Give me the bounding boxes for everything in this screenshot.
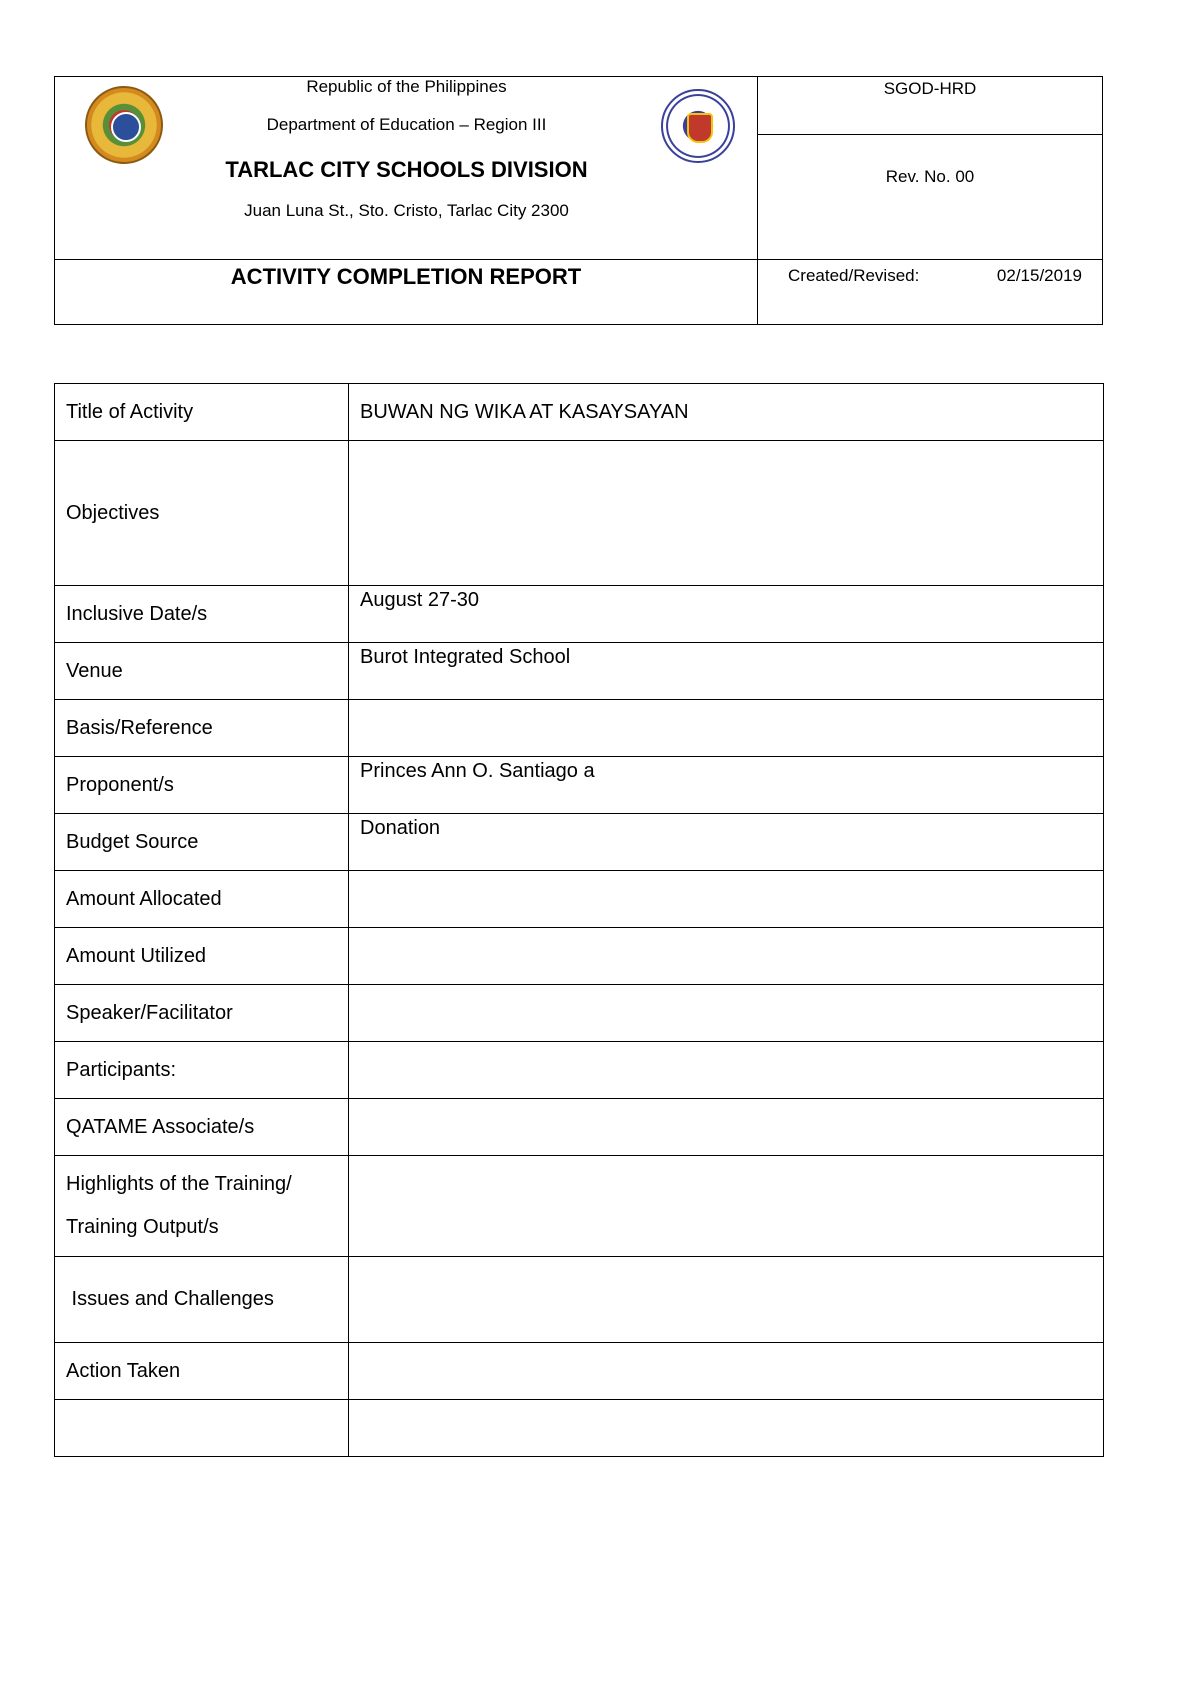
- field-value: [349, 1099, 1104, 1156]
- field-value: [349, 1343, 1104, 1400]
- field-label: Amount Allocated: [55, 871, 349, 928]
- field-label: Basis/Reference: [55, 700, 349, 757]
- kagawaran-seal-icon: [661, 89, 735, 163]
- field-value: [349, 1400, 1104, 1457]
- table-row: [55, 1042, 1104, 1099]
- field-label: Issues and Challenges: [55, 1257, 349, 1343]
- field-label: Proponent/s: [55, 757, 349, 814]
- document-header: [54, 76, 1103, 325]
- field-label: Action Taken: [55, 1343, 349, 1400]
- activity-form-table: [54, 383, 1104, 1457]
- field-value: Princes Ann O. Santiago a: [349, 757, 1104, 814]
- created-revised: [758, 260, 1102, 324]
- field-value: Burot Integrated School: [349, 643, 1104, 700]
- table-row: [55, 814, 1104, 871]
- field-label: Venue: [55, 643, 349, 700]
- table-row: [55, 1099, 1104, 1156]
- header-agency-block: [55, 77, 758, 260]
- field-value: [349, 985, 1104, 1042]
- field-value: [349, 1042, 1104, 1099]
- field-label-line1: Highlights of the Training/: [66, 1173, 292, 1195]
- department-line: Department of Education – Region III: [266, 115, 547, 134]
- table-row: [55, 1257, 1104, 1343]
- seal-shield-icon: [687, 113, 713, 143]
- table-row: [55, 757, 1104, 814]
- created-date: 02/15/2019: [996, 266, 1082, 285]
- table-row: [55, 928, 1104, 985]
- field-label: Participants:: [55, 1042, 349, 1099]
- report-title: ACTIVITY COMPLETION REPORT: [55, 260, 758, 324]
- republic-line: Republic of the Philippines: [306, 77, 507, 96]
- field-value: [349, 928, 1104, 985]
- table-row: [55, 586, 1104, 643]
- field-value: Donation: [349, 814, 1104, 871]
- revision-number: Rev. No. 00: [758, 135, 1102, 260]
- field-label-line2: Training Output/s: [66, 1216, 219, 1238]
- table-row: [55, 700, 1104, 757]
- created-label: Created/Revised:: [788, 266, 920, 285]
- field-value: August 27-30: [349, 586, 1104, 643]
- field-label: Amount Utilized: [55, 928, 349, 985]
- field-value: [349, 441, 1104, 586]
- division-name: TARLAC CITY SCHOOLS DIVISION: [225, 157, 588, 182]
- field-value: [349, 700, 1104, 757]
- field-label: [55, 1400, 349, 1457]
- table-row: [55, 1156, 1104, 1257]
- field-label: Title of Activity: [55, 384, 349, 441]
- division-address: Juan Luna St., Sto. Cristo, Tarlac City 2300: [244, 201, 569, 220]
- table-row: [55, 985, 1104, 1042]
- field-label: Budget Source: [55, 814, 349, 871]
- field-label: Speaker/Facilitator: [55, 985, 349, 1042]
- field-value: [349, 1156, 1104, 1257]
- table-row: [55, 1343, 1104, 1400]
- field-label: Inclusive Date/s: [55, 586, 349, 643]
- field-label: [55, 1156, 349, 1257]
- table-row: [55, 871, 1104, 928]
- field-value: BUWAN NG WIKA AT KASAYSAYAN: [349, 384, 1104, 441]
- document-code: SGOD-HRD: [758, 77, 1102, 135]
- table-row: [55, 384, 1104, 441]
- table-row: [55, 643, 1104, 700]
- table-row: [55, 1400, 1104, 1457]
- field-label: Objectives: [55, 441, 349, 586]
- field-label: QATAME Associate/s: [55, 1099, 349, 1156]
- table-row: [55, 441, 1104, 586]
- field-value: [349, 871, 1104, 928]
- field-value: [349, 1257, 1104, 1343]
